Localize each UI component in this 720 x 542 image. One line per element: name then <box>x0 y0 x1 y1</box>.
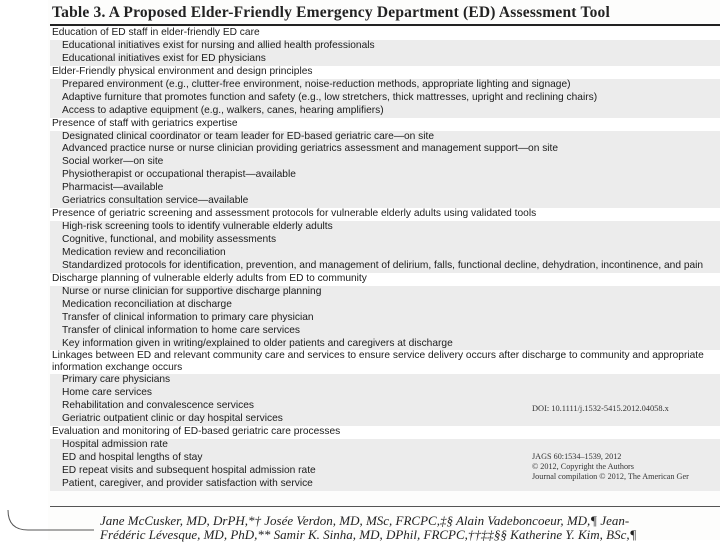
page-corner-decoration <box>4 506 94 540</box>
author-list <box>100 514 720 542</box>
table-row: Medication reconciliation at discharge <box>50 299 720 312</box>
table-row: Pharmacist—available <box>50 182 720 195</box>
table-row: Patient, caregiver, and provider satisfaction with service <box>50 478 720 491</box>
table-row: Geriatric outpatient clinic or day hospital services <box>50 413 720 426</box>
table-row: Adaptive furniture that promotes function and safety (e.g., low stretchers, thick mattresses, upright and reclining chairs) <box>50 92 720 105</box>
table-row: Transfer of clinical information to home care services <box>50 325 720 338</box>
table-row: Educational initiatives exist for ED physicians <box>50 53 720 66</box>
table-row: Educational initiatives exist for nursing and allied health professionals <box>50 40 720 53</box>
table-top-rule <box>50 24 720 26</box>
author-line-2: Frédéric Lévesque, MD, PhD,** Samir K. Sinha, MD, DPhil, FRCPC,††‡‡§§ Katherine Y. Kim, BSc,¶ <box>100 527 637 542</box>
page-margin <box>0 0 48 540</box>
table-row: Designated clinical coordinator or team leader for ED-based geriatric care—on site <box>50 131 720 144</box>
table-section-heading: Discharge planning of vulnerable elderly adults from ED to community <box>50 273 720 286</box>
table-row: Cognitive, functional, and mobility assessments <box>50 234 720 247</box>
table-row: Key information given in writing/explained to older patients and caregivers at discharge <box>50 338 720 351</box>
table-row: Home care services <box>50 387 720 400</box>
table-body <box>50 27 720 491</box>
table-bottom-rule <box>50 506 720 507</box>
table-row: Access to adaptive equipment (e.g., walkers, canes, hearing amplifiers) <box>50 105 720 118</box>
table-section-heading: Linkages between ED and relevant community care and services to ensure service delivery occurs after discharge to community and appropriate information exchange occurs <box>50 350 720 374</box>
table-row: Prepared environment (e.g., clutter-free environment, noise-reduction methods, appropriate lighting and signage) <box>50 79 720 92</box>
table-row: ED and hospital lengths of stay <box>50 452 720 465</box>
table-section-heading: Education of ED staff in elder-friendly ED care <box>50 27 720 40</box>
author-line-1: Jane McCusker, MD, DrPH,*† Josée Verdon, MD, MSc, FRCPC,‡§ Alain Vadeboncoeur, MD,¶ Jean- <box>100 513 630 528</box>
table-row: Geriatrics consultation service—available <box>50 195 720 208</box>
table-title: Table 3. A Proposed Elder-Friendly Emergency Department (ED) Assessment Tool <box>52 4 610 21</box>
journal-info <box>532 452 689 482</box>
table-row: Physiotherapist or occupational therapist—available <box>50 169 720 182</box>
table-section-heading: Presence of staff with geriatrics expertise <box>50 118 720 131</box>
table-row: Nurse or nurse clinician for supportive discharge planning <box>50 286 720 299</box>
table-section-heading: Evaluation and monitoring of ED-based geriatric care processes <box>50 426 720 439</box>
doi-text: DOI: 10.1111/j.1532-5415.2012.04058.x <box>532 404 669 413</box>
table-row: Rehabilitation and convalescence services <box>50 400 720 413</box>
journal-compilation-line: Journal compilation © 2012, The American Ger <box>532 472 689 481</box>
table-section-heading: Presence of geriatric screening and assessment protocols for vulnerable elderly adults using validated tools <box>50 208 720 221</box>
table-row: Primary care physicians <box>50 374 720 387</box>
table-row: Transfer of clinical information to primary care physician <box>50 312 720 325</box>
table-row: Medication review and reconciliation <box>50 247 720 260</box>
table-section-heading: Elder-Friendly physical environment and design principles <box>50 66 720 79</box>
table-row: Social worker—on site <box>50 156 720 169</box>
copyright-line: © 2012, Copyright the Authors <box>532 462 634 471</box>
table-row: ED repeat visits and subsequent hospital admission rate <box>50 465 720 478</box>
journal-citation: JAGS 60:1534–1539, 2012 <box>532 452 622 461</box>
table-row: Advanced practice nurse or nurse clinician providing geriatrics assessment and management support—on site <box>50 143 720 156</box>
table-row: Standardized protocols for identification, prevention, and management of delirium, falls, functional decline, dehydration, incontinence, and pain <box>50 260 720 273</box>
table-row: Hospital admission rate <box>50 439 720 452</box>
table-row: High-risk screening tools to identify vulnerable elderly adults <box>50 221 720 234</box>
